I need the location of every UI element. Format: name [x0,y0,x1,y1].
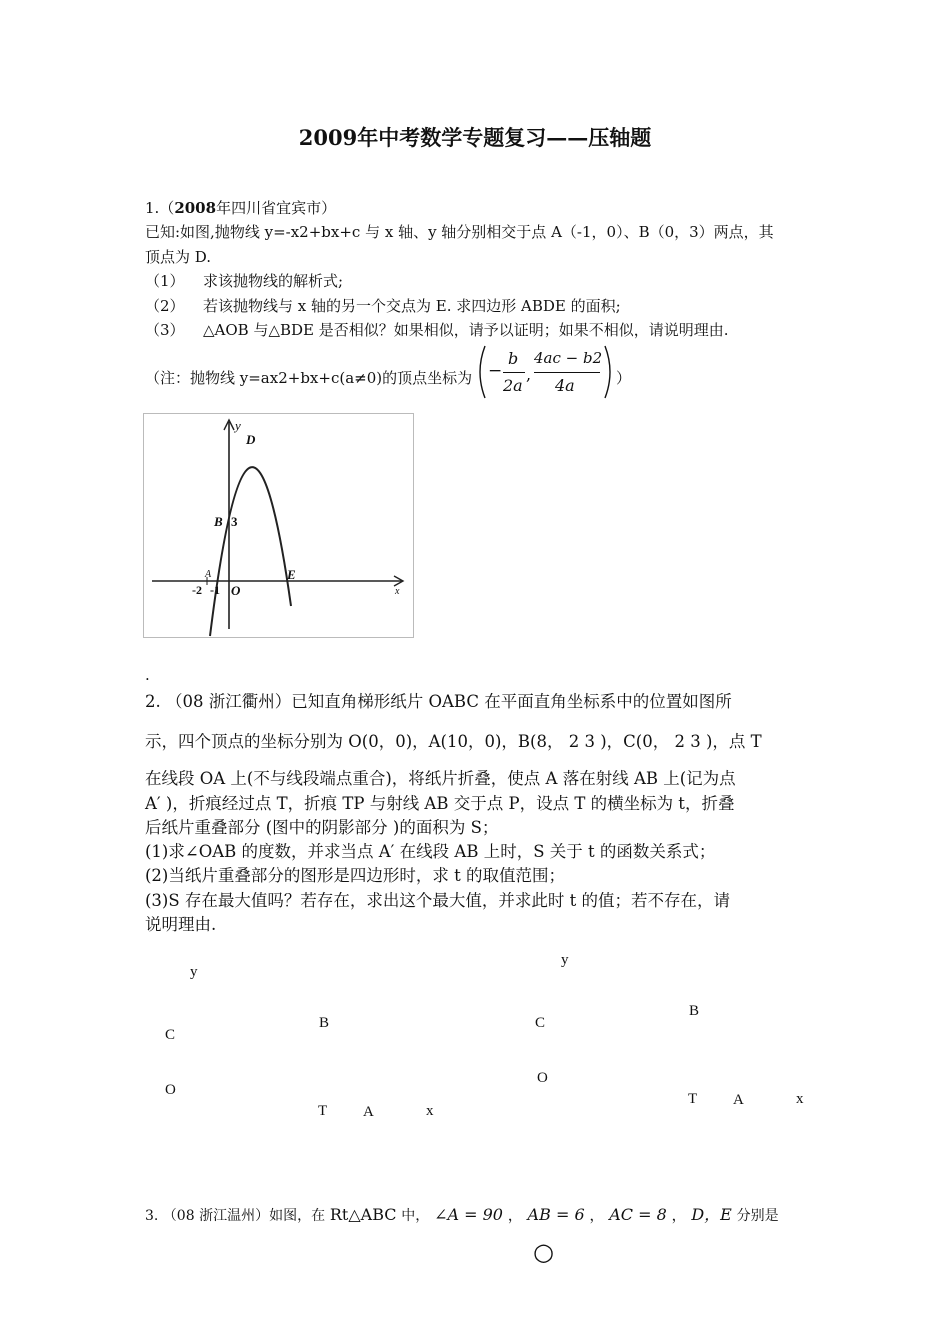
fig-right-B: B [689,1003,700,1019]
fig-left-C: C [165,1027,176,1043]
graph-label-3: 3 [231,514,238,529]
q2-line9: 说明理由. [145,915,217,934]
q1-part3-text: △AOB 与△BDE 是否相似？如果相似，请予以证明；如果不相似，请说明理由. [203,321,729,339]
q3-mid1: 中， [401,1208,430,1224]
q1-note-suffix: ） [616,369,632,387]
q1-part2-text: 若该抛物线与 x 轴的另一个交点为 E. 求四边形 ABDE 的面积; [203,297,621,315]
q1-part1-num: （1） [145,272,185,290]
formula-numerator: 4ac − b2 [534,349,603,367]
q1-note-prefix: （注：抛物线 y=ax2+bx+c(a≠0)的顶点坐标为 [145,369,473,387]
fig-right-A: A [733,1092,744,1108]
footer-circle-icon: ○ [533,1238,554,1266]
fig-right-x: x [796,1091,804,1107]
fig-left-B: B [319,1015,330,1031]
graph-label-O: O [231,583,241,598]
q1-part3-num: （3） [145,321,185,339]
formula-4a: 4a [555,376,575,395]
q3-de: D，E [691,1205,732,1224]
graph-label-A: A [205,569,212,580]
formula-b: b [508,349,519,368]
formula-minus: − [488,361,503,381]
graph-label-neg2: -2 [192,583,202,597]
fig-left-T: T [318,1103,328,1119]
graph-label-neg1: -1 [210,583,220,597]
q2-line7: (2)当纸片重叠部分的图形是四边形时，求 t 的取值范围； [145,866,565,885]
vertex-formula [475,343,615,401]
q3-sep1: ， [507,1206,523,1224]
fig-right-C: C [535,1015,546,1031]
q1-source-year: 2008 [174,199,217,217]
fig-right-T: T [688,1091,698,1107]
q1-source-place: 年四川省宜宾市） [216,199,337,217]
q2-line6: (1)求∠OAB 的度数，并求当点 A′ 在线段 AB 上时，S 关于 t 的函数关系式； [145,842,716,861]
graph-label-y: y [235,418,241,433]
q3-line1 [145,1202,779,1225]
fig-left-A: A [363,1104,374,1120]
formula-frac-line-1 [503,372,525,373]
fig-left-y: y [190,964,198,980]
page-title: 2009年中考数学专题复习——压轴题 [298,125,652,150]
q2-line2: 示，四个顶点的坐标分别为 O(0，0)，A(10，0)，B(8， 2 3 )，C(0， 2 3 )，点 T [145,732,762,751]
q3-prefix: 3. （08 浙江温州）如图，在 [145,1208,326,1224]
parabola-curve [210,467,291,636]
q3-ab: AB = 6 [527,1205,585,1224]
q3-rt: Rt△ABC [329,1205,397,1224]
q3-ac: AC = 8 [609,1205,667,1224]
q3-suffix: 分别是 [736,1208,779,1224]
q1-part2-num: （2） [145,297,185,315]
q2-line8: (3)S 存在最大值吗？若存在，求出这个最大值，并求此时 t 的值；若不存在，请 [145,891,731,910]
formula-frac-line-2 [534,372,600,373]
q3-sep2: ， [589,1206,605,1224]
q2-line1: 2. （08 浙江衢州）已知直角梯形纸片 OABC 在平面直角坐标系中的位置如图所 [145,692,732,711]
formula-2a: 2a [503,376,523,395]
q3-sep3: ， [671,1206,687,1224]
q1-source [145,197,336,218]
q3-angle: ∠A = 90 [434,1205,503,1224]
fig-right-O: O [537,1070,548,1086]
graph-label-D: D [246,432,256,447]
formula-comma: , [526,365,532,384]
parabola-svg [144,414,413,637]
q1-source-num: 1.（ [145,199,175,217]
fig-right-y: y [561,952,569,968]
parabola-graph [143,413,414,638]
q2-line5: 后纸片重叠部分 (图中的阴影部分 )的面积为 S； [145,818,499,837]
q1-line2: 顶点为 D. [145,248,212,266]
graph-label-x: x [395,586,400,597]
fig-left-x: x [426,1103,434,1119]
q2-line3: 在线段 OA 上(不与线段端点重合)，将纸片折叠，使点 A 落在射线 AB 上(记为点 [145,769,736,788]
q1-trailing-dot: . [145,666,150,684]
q2-line4: A′ )，折痕经过点 T，折痕 TP 与射线 AB 交于点 P，设点 T 的横坐标为 t，折叠 [145,794,735,813]
graph-label-B: B [214,514,223,529]
q1-line1: 已知:如图,抛物线 y=-x2+bx+c 与 x 轴、y 轴分别相交于点 A（-1，0）、B（0，3）两点，其 [145,223,774,241]
graph-label-E: E [287,567,296,582]
fig-left-O: O [165,1082,176,1098]
q1-part1-text: 求该抛物线的解析式; [203,272,344,290]
